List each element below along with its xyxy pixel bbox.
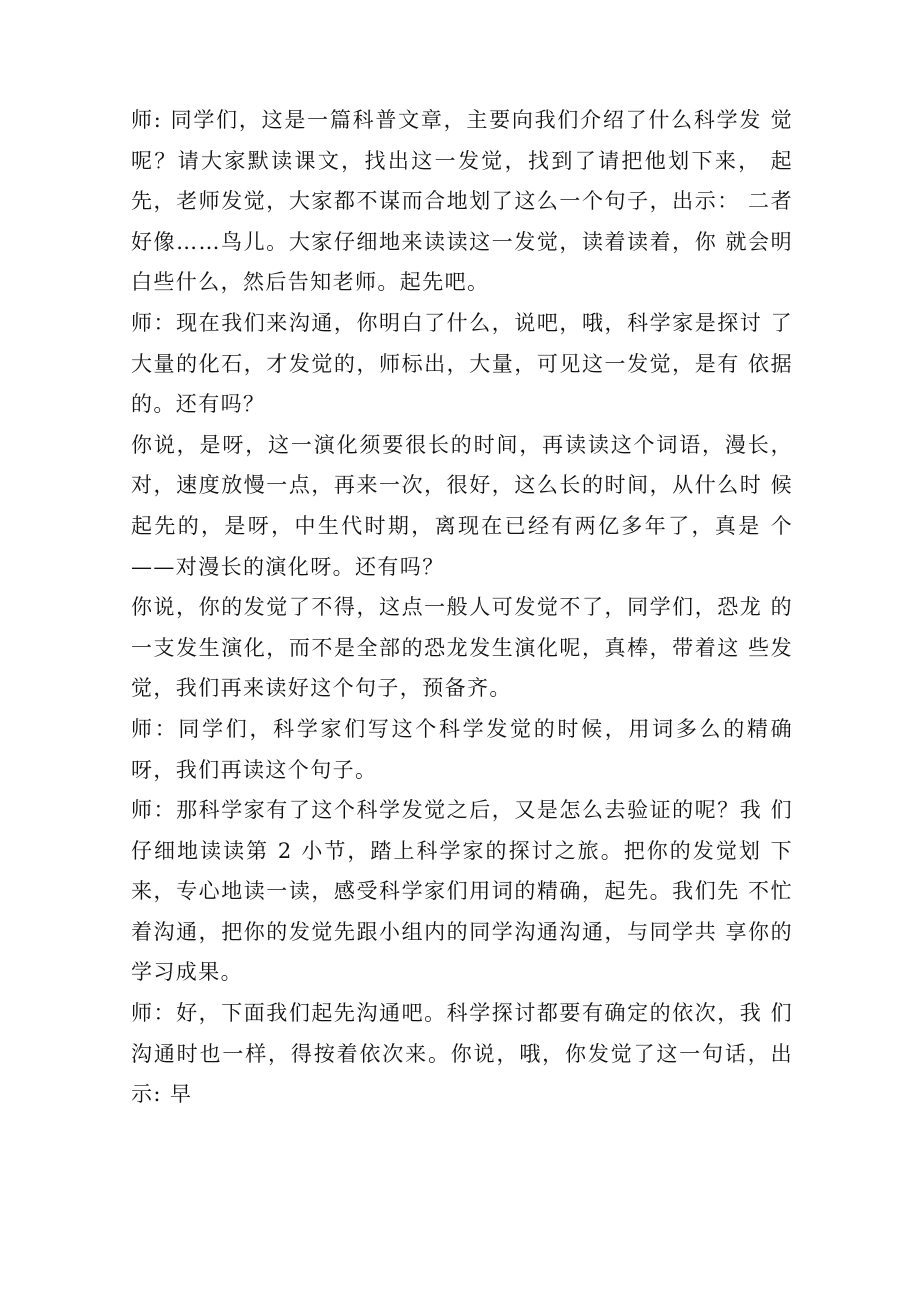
paragraph: 师：好，下面我们起先沟通吧。科学探讨都要有确定的依次，我 们沟通时也一样，得按着依次来。你说，哦，你发觉了这一句话，出示: 早	[131, 1001, 793, 1107]
paragraph: 你说，是呀，这一演化须要很长的时间，再读读这个词语，漫长， 对，速度放慢一点，再来一次，很好，这么长的时间，从什么时 候起先的，是呀，中生代时期，离现在已经有两亿多年了，真是 个——对漫长的演化呀。还有吗？	[131, 432, 793, 579]
document-body	[131, 100, 793, 1115]
paragraph: 你说，你的发觉了不得，这点一般人可发觉不了，同学们，恐龙 的一支发生演化，而不是全部的恐龙发生演化呢，真棒，带着这 些发觉，我们再来读好这个句子，预备齐。	[131, 595, 793, 701]
paragraph: 师：现在我们来沟通，你明白了什么，说吧，哦，科学家是探讨 了大量的化石，才发觉的，师标出，大量，可见这一发觉，是有 依据的。还有吗？	[131, 310, 793, 417]
paragraph: 师：那科学家有了这个科学发觉之后，又是怎么去验证的呢？我 们仔细地读读第 2 小节，踏上科学家的探讨之旅。把你的发觉划 下来，专心地读一读，感受科学家们用词的精确，起先。我们先 不忙着沟通，把你的发觉先跟小组内的同学沟通沟通，与同学共 享你的学习成果。	[131, 798, 793, 985]
paragraph: 师：同学们，科学家们写这个科学发觉的时候，用词多么的精确 呀，我们再读这个句子。	[131, 716, 793, 782]
paragraph: 师: 同学们，这是一篇科普文章，主要向我们介绍了什么科学发 觉呢？请大家默读课文，找出这一发觉，找到了请把他划下来， 起先，老师发觉，大家都不谋而合地划了这么一个句子，出示： 二者好像……鸟儿。大家仔细地来读读这一发觉，读着读着，你 就会明白些什么，然后告知老师。起先吧。	[131, 108, 793, 295]
